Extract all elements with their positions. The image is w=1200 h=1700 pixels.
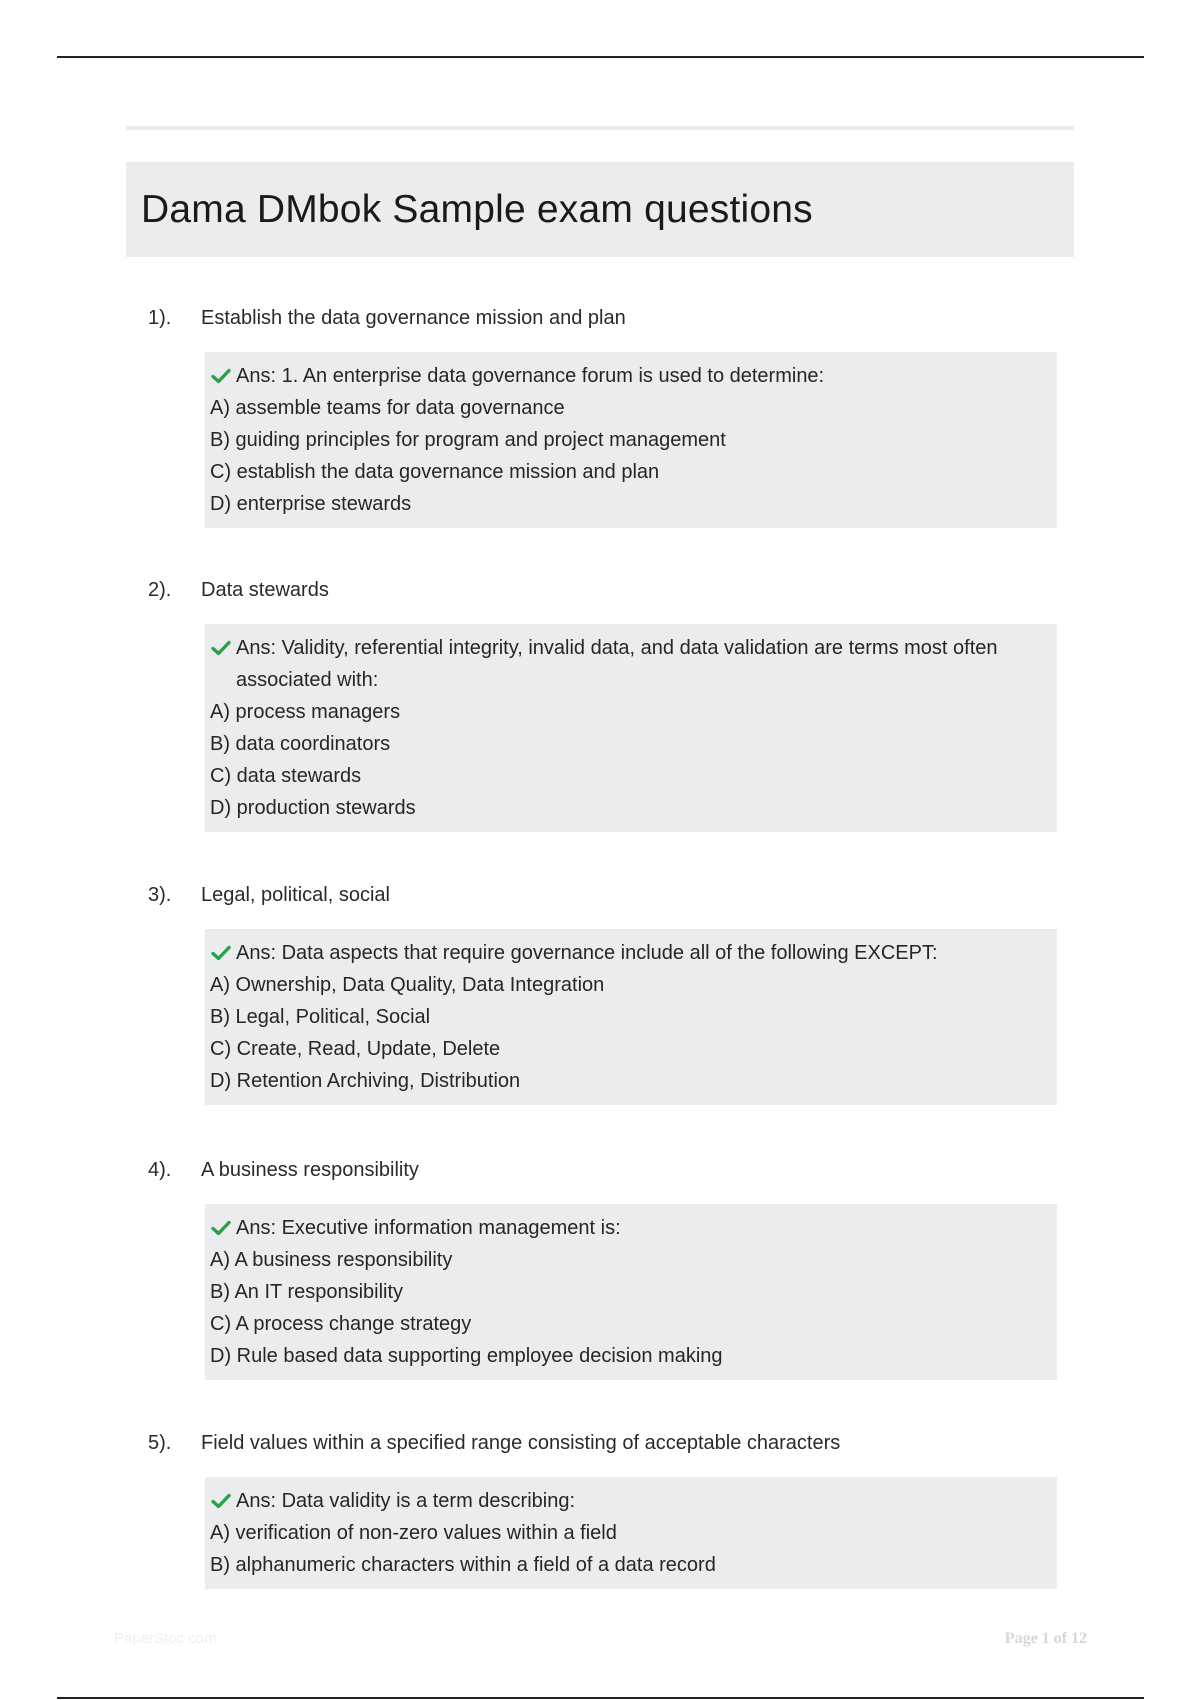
- question-number: 5).: [148, 1432, 172, 1454]
- question-number: 3).: [148, 884, 172, 906]
- question-number: 4).: [148, 1159, 172, 1181]
- question-header: [148, 1159, 1058, 1182]
- option-d: D) Retention Archiving, Distribution: [210, 1070, 521, 1092]
- answer-box: [205, 624, 1057, 832]
- bottom-rule: [57, 1697, 1144, 1699]
- question-5: [148, 1432, 1058, 1589]
- answer-line: [210, 1485, 1045, 1517]
- answer-text: Ans: Executive information management is:: [236, 1217, 621, 1239]
- question-prompt: Legal, political, social: [201, 884, 390, 906]
- option-c: C) Create, Read, Update, Delete: [210, 1038, 501, 1060]
- checkmark-icon: [210, 360, 236, 392]
- option-a: A) A business responsibility: [210, 1249, 453, 1271]
- option-c: C) establish the data governance mission and plan: [210, 461, 660, 483]
- answer-text: Ans: Data validity is a term describing:: [236, 1490, 576, 1512]
- checkmark-icon: [210, 632, 236, 664]
- option-a: A) verification of non-zero values within a field: [210, 1522, 617, 1544]
- answer-text: Ans: Validity, referential integrity, invalid data, and data validation are terms most often associated with:: [236, 637, 998, 691]
- answer-text: Ans: Data aspects that require governance include all of the following EXCEPT:: [236, 942, 938, 964]
- answer-box: [205, 1204, 1057, 1380]
- question-number: 1).: [148, 307, 172, 329]
- page-indicator: Page 1 of 12: [1004, 1630, 1087, 1647]
- question-header: [148, 579, 1058, 602]
- question-4: [148, 1159, 1058, 1380]
- answer-box: [205, 352, 1057, 528]
- checkmark-icon: [210, 1212, 236, 1244]
- question-prompt: Data stewards: [201, 579, 329, 601]
- option-d: D) Rule based data supporting employee decision making: [210, 1345, 723, 1367]
- option-a: A) assemble teams for data governance: [210, 397, 565, 419]
- option-d: D) production stewards: [210, 797, 416, 819]
- question-header: [148, 1432, 1058, 1455]
- checkmark-icon: [210, 937, 236, 969]
- page-title: Dama DMbok Sample exam questions: [141, 187, 813, 231]
- checkmark-icon: [210, 1485, 236, 1517]
- title-banner: [126, 162, 1074, 257]
- question-3: [148, 884, 1058, 1105]
- answer-line: [210, 360, 1045, 392]
- answer-line: [210, 632, 1045, 696]
- option-d: D) enterprise stewards: [210, 493, 412, 515]
- question-2: [148, 579, 1058, 832]
- answer-line: [210, 1212, 1045, 1244]
- answer-box: [205, 929, 1057, 1105]
- question-1: [148, 307, 1058, 528]
- option-b: B) An IT responsibility: [210, 1281, 404, 1303]
- question-prompt: Field values within a specified range consisting of acceptable characters: [201, 1432, 841, 1454]
- option-b: B) alphanumeric characters within a field of a data record: [210, 1554, 716, 1576]
- answer-line: [210, 937, 1045, 969]
- question-number: 2).: [148, 579, 172, 601]
- answer-box: [205, 1477, 1057, 1589]
- question-prompt: A business responsibility: [201, 1159, 419, 1181]
- option-c: C) data stewards: [210, 765, 362, 787]
- answer-text: Ans: 1. An enterprise data governance forum is used to determine:: [236, 365, 825, 387]
- option-a: A) process managers: [210, 701, 401, 723]
- question-prompt: Establish the data governance mission and plan: [201, 307, 626, 329]
- option-c: C) A process change strategy: [210, 1313, 472, 1335]
- top-rule: [57, 56, 1144, 58]
- question-header: [148, 884, 1058, 907]
- option-a: A) Ownership, Data Quality, Data Integration: [210, 974, 605, 996]
- option-b: B) data coordinators: [210, 733, 391, 755]
- header-divider: [126, 126, 1074, 130]
- option-b: B) Legal, Political, Social: [210, 1006, 431, 1028]
- option-b: B) guiding principles for program and project management: [210, 429, 726, 451]
- question-header: [148, 307, 1058, 330]
- watermark: PaperStoc.com: [114, 1630, 217, 1647]
